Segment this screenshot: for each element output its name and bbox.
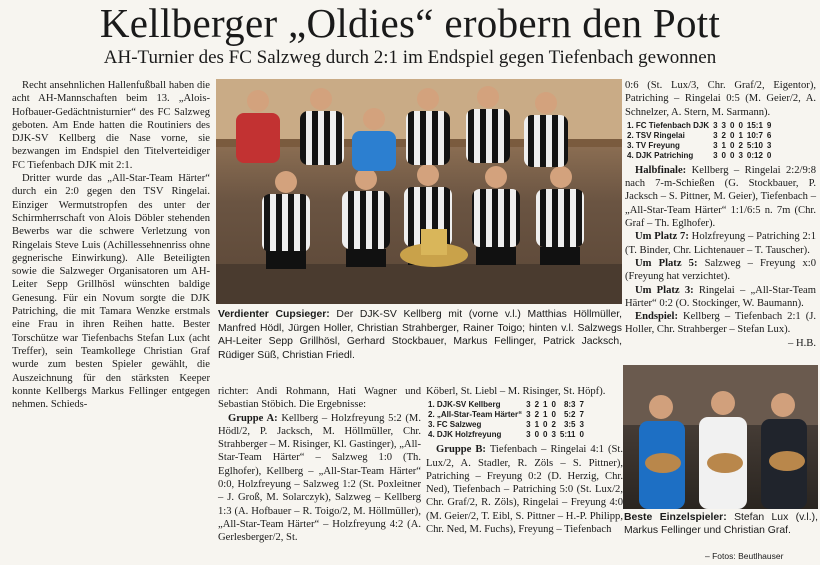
- paragraph-place-3: [625, 284, 816, 311]
- stat-cell: 3: [713, 120, 718, 130]
- article-column-2: [218, 385, 421, 545]
- paragraph-details: Dritter wurde das „All-Star-Team Härter“ durch ein 2:0 gegen den TSV Ringelai. Einziger Wermutstropfen des unter der Schirmherrschaft von Alois Döbler stehenden Bewerbs war die schwere Verletzung von Ringelais Steve Luis (Achillessehnenriss ohne gegnerische Einwirkung). Alle Beteiligten sowie die Salzweger Organisatoren um AH-Leiter Sepp Grillhösl wünschten baldige Genesung. Für ein Novum sorgte die DJK Patriching, die mit Tamara Wenzke erstmals eine Frau in ihren Reihen hatte. Bester Torschütze war Tiefenbachs Stefan Lux (acht Treffer), sein Teamkollege Christian Graf wurde zum besten Spieler gewählt, die Auszeichnung für den stärksten Keeper konnte Kellbergs Markus Fellinger entgegen nehmen. Schieds-: [12, 173, 210, 411]
- stat-cell: 1: [543, 400, 548, 410]
- stat-cell: 3: [526, 430, 531, 440]
- stat-cell: 3: [526, 410, 531, 420]
- stat-cell: 0: [766, 150, 772, 160]
- stat-cell: 0: [738, 120, 743, 130]
- best-players-photo: [623, 365, 818, 509]
- team-name-cell: 4. DJK Holzfreyung: [428, 430, 502, 440]
- standings-table-group-a: [426, 400, 586, 440]
- stat-cell: 3: [713, 130, 718, 140]
- table_a-row: [426, 430, 586, 440]
- caption2-text: Stefan Lux (v.l.), Markus Fellinger und Christian Graf.: [624, 512, 818, 537]
- paragraph-group-b-end: 0:6 (St. Lux/3, Chr. Graf/2, Eigentor), Patriching – Ringelai 0:5 (M. Geier/2, A. Schnelzer, A. Stern, M. Sarmann).: [625, 80, 816, 118]
- stat-cell: 8:3: [563, 400, 576, 410]
- stat-cell: 0: [730, 120, 735, 130]
- stat-cell: 5:10: [746, 140, 763, 150]
- stat-cell: 9: [766, 120, 772, 130]
- stat-cell: 0: [579, 430, 584, 440]
- best-players-caption: [624, 511, 818, 537]
- stat-cell: 1: [721, 140, 726, 150]
- stat-cell: 7: [579, 410, 584, 420]
- group-a-results: Kellberg – Holzfreyung 5:2 (M. Hödl/2, P. Jacksch, M. Höllmüller, Chr. Strahberger – M. Risinger, Kl. Gastinger), „All-Star-Team Härter“ – Salzweg 1:0 (Th. Eglhofer), Kellberg – „All-Star-Team Härter“ 0:0, Holzfreyung – Salzweg 1:2 (St. Poxleitner – J. Groß, M. Solarczyk), Salzweg – Kellberg 1:3 (A. Hofbauer – R. Toigo/2, M. Höllmüller), „All-Star-Team Härter“ – Holzfreyung 4:2 (A. Gerlesberger/2, St.: [218, 412, 421, 544]
- stat-cell: 0: [721, 150, 726, 160]
- table_b-row: [625, 121, 773, 131]
- stat-cell: 7: [579, 400, 584, 410]
- team-name-cell: 3. TV Freyung: [627, 140, 680, 150]
- stat-cell: 5:2: [563, 410, 576, 420]
- team-name-cell: 4. DJK Patriching: [627, 150, 694, 160]
- subheadline: AH-Turnier des FC Salzweg durch 2:1 im Endspiel gegen Tiefenbach gewonnen: [103, 47, 717, 68]
- caption-text: Der DJK-SV Kellberg mit (vorne v.l.) Matthias Höllmüller, Manfred Hödl, Jürgen Holler, Christian Strahberger, Rainer Toigo; hinten v.l. Salzwegs AH-Leiter Sepp Grillhösl, Gerhard Stockbauer, Markus Fellinger, Patrick Jacksch, Rüdiger Süß, Christian Friedl.: [218, 309, 622, 361]
- table_b-row: [625, 151, 773, 161]
- author-sign: – H.B.: [788, 337, 816, 349]
- table_b-row: [625, 131, 773, 141]
- place-7-result: Holzfreyung – Patriching 2:1 (T. Binder, Chr. Lichtenauer – T. Tauscher).: [625, 231, 816, 256]
- stat-cell: 3: [713, 140, 718, 150]
- paragraph-place-5: [625, 257, 816, 284]
- stat-cell: 0: [543, 430, 548, 440]
- article-column-4: [625, 79, 816, 350]
- semifinal-label: Halbfinale:: [635, 164, 687, 176]
- stat-cell: 2: [738, 140, 743, 150]
- caption2-lead: Beste Einzelspieler:: [624, 512, 727, 523]
- table_a-row: [426, 420, 586, 430]
- stat-cell: 3: [721, 120, 726, 130]
- stat-cell: 6: [766, 130, 772, 140]
- paragraph-group-b: [426, 443, 623, 536]
- team-name-cell: 3. FC Salzweg: [428, 420, 482, 430]
- team-name-cell: 1. FC Tiefenbach DJK: [627, 120, 710, 130]
- stat-cell: 1: [738, 130, 743, 140]
- team-photo: [216, 79, 622, 304]
- stat-cell: 0: [730, 140, 735, 150]
- paragraph-group-a: [218, 412, 421, 545]
- stat-cell: 3: [738, 150, 743, 160]
- team-name-cell: 2. TSV Ringelai: [627, 130, 685, 140]
- stat-cell: 0: [534, 430, 540, 440]
- stat-cell: 0:12: [746, 150, 763, 160]
- place-3-result: Ringelai – „All-Star-Team Härter“ 0:2 (O. Stockinger, W. Baumann).: [625, 284, 816, 309]
- stat-cell: 3: [766, 140, 772, 150]
- stat-cell: 10:7: [746, 130, 763, 140]
- article-column-1: [12, 79, 210, 411]
- photo-credit: – Fotos: Beutlhauser: [705, 551, 784, 561]
- group-b-label: Gruppe B:: [436, 444, 486, 456]
- stat-cell: 1: [534, 420, 540, 430]
- table_a-row: [426, 410, 586, 420]
- paragraph-group-a-end: Köberl, St. Liebl – M. Risinger, St. Höpf).: [426, 386, 606, 397]
- best-players-illustration: [623, 365, 818, 509]
- stat-cell: 2: [534, 400, 540, 410]
- stat-cell: 2: [551, 420, 556, 430]
- stat-cell: 0: [543, 420, 548, 430]
- group-a-label: Gruppe A:: [228, 412, 278, 424]
- standings-table-group-b: [625, 121, 773, 161]
- stat-cell: 3: [713, 150, 718, 160]
- stat-cell: 1: [543, 410, 548, 420]
- stat-cell: 0: [730, 150, 735, 160]
- stat-cell: 3: [579, 420, 584, 430]
- place-5-result: Salzweg – Freyung x:0 (Freyung hat verzichtet).: [625, 257, 816, 283]
- stat-cell: 3: [526, 400, 531, 410]
- table_b-row: [625, 141, 773, 151]
- headline: Kellberger „Oldies“ erobern den Pott: [99, 0, 721, 46]
- stat-cell: 2: [721, 130, 726, 140]
- semifinal-results: Kellberg – Ringelai 2:2/9:8 nach 7-m-Schießen (G. Stockbauer, P. Jacksch – S. Pittner, M. Geier), Tiefenbach – „All-Star-Team Härter“ 1:1/6:5 n. 7m (Chr. Graf – Th. Eglhofer).: [625, 164, 816, 230]
- paragraph-referees: richter: Andi Rohmann, Hati Wagner und Sebastian Stöbich. Die Ergebnisse:: [218, 386, 421, 411]
- place-3-label: Um Platz 3:: [635, 284, 694, 296]
- stat-cell: 0: [551, 410, 556, 420]
- paragraph-final: [625, 310, 816, 337]
- final-result: Kellberg – Tiefenbach 2:1 (J. Holler, Chr. Strahberger – Stefan Lux).: [625, 311, 816, 336]
- group-b-results: Tiefenbach – Ringelai 4:1 (St. Lux/2, A. Stadler, R. Zöls – S. Pittner), Patriching – Freyung 0:2 (D. Herzig, Chr. Ned), Tiefenbach – Patriching 5:0 (St. Lux/2, Chr. Graf/2, R. Zöls), Ringelai – Freyung 4:0 (M. Geier/2, T. Eibl, S. Pittner – H.-P. Philipp, Chr. Ned, M. Fuchs), Freyung – Tiefenbach: [426, 444, 624, 536]
- stat-cell: 2: [534, 410, 540, 420]
- stat-cell: 3:5: [563, 420, 576, 430]
- table_a-row: [426, 400, 586, 410]
- team-name-cell: 2. „All-Star-Team Härter“: [428, 410, 523, 420]
- place-5-label: Um Platz 5:: [635, 257, 698, 269]
- place-7-label: Um Platz 7:: [635, 231, 689, 243]
- stat-cell: 0: [551, 400, 556, 410]
- stat-cell: 5:11: [559, 430, 576, 440]
- paragraph-place-7: [625, 230, 816, 257]
- team-photo-caption: [218, 308, 622, 362]
- team-photo-illustration: [216, 79, 622, 304]
- caption-lead: Verdienter Cupsieger:: [218, 309, 330, 320]
- stat-cell: 0: [730, 130, 735, 140]
- final-label: Endspiel:: [635, 311, 678, 323]
- paragraph-intro: Recht ansehnlichen Hallenfußball haben die acht AH-Mannschaften beim 13. „Alois-Hofbauer-Gedächtnisturnier“ des FC Salzweg geboten. Am Ende hatten die Routiniers des DJK-SV Kellberg die Nase vorne, sie bezwangen im Endspiel den Titelverteidiger FC Tiefenbach DJK mit 2:1.: [12, 80, 210, 171]
- stat-cell: 3: [526, 420, 531, 430]
- article-column-3: [426, 385, 623, 536]
- paragraph-semifinal: [625, 164, 816, 230]
- stat-cell: 15:1: [746, 120, 763, 130]
- stat-cell: 3: [551, 430, 556, 440]
- team-name-cell: 1. DJK-SV Kellberg: [428, 400, 501, 410]
